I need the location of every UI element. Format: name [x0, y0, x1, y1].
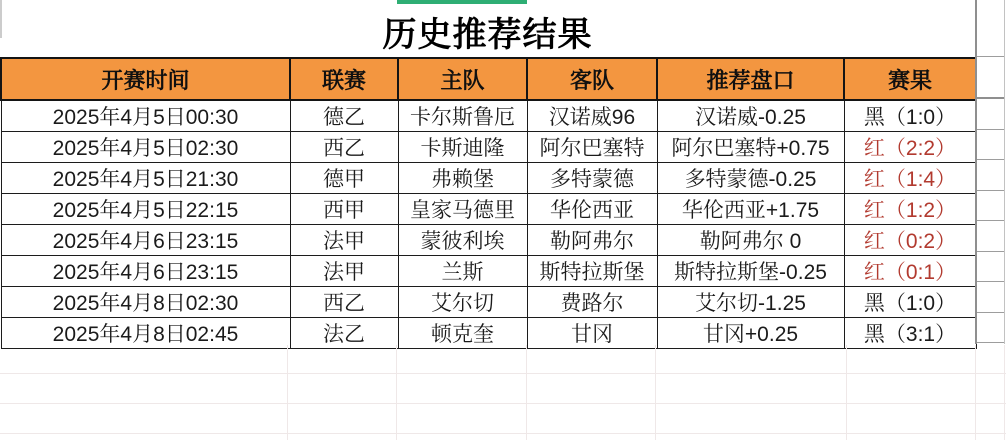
gutter-cell	[977, 0, 1004, 57]
cell-time[interactable]: 2025年4月8日02:30	[1, 287, 290, 318]
gutter-cell	[977, 252, 1004, 283]
cell-result[interactable]: 红（2:2）	[844, 132, 976, 163]
header-cell-away[interactable]: 客队	[527, 58, 657, 100]
table-row	[1, 163, 976, 194]
cell-handicap[interactable]: 汉诺威-0.25	[657, 100, 844, 132]
cell-time[interactable]: 2025年4月5日21:30	[1, 163, 290, 194]
cell-league[interactable]: 法甲	[290, 256, 398, 287]
cell-league[interactable]: 德乙	[290, 100, 398, 132]
empty-grid-line	[846, 345, 847, 440]
header-cell-home[interactable]: 主队	[398, 58, 527, 100]
cell-home[interactable]: 卡斯迪隆	[398, 132, 527, 163]
cell-league[interactable]: 西乙	[290, 132, 398, 163]
cell-handicap[interactable]: 多特蒙德-0.25	[657, 163, 844, 194]
table-row	[1, 256, 976, 287]
gutter-cell	[977, 313, 1004, 344]
cell-away[interactable]: 华伦西亚	[527, 194, 657, 225]
cell-time[interactable]: 2025年4月5日22:15	[1, 194, 290, 225]
table-row	[1, 287, 976, 318]
cell-result[interactable]: 黑（1:0）	[844, 287, 976, 318]
table-body	[1, 100, 976, 349]
table-row	[1, 100, 976, 132]
empty-grid-line	[975, 345, 976, 440]
cell-away[interactable]: 费路尔	[527, 287, 657, 318]
empty-grid-line	[0, 403, 1006, 404]
cell-league[interactable]: 西乙	[290, 287, 398, 318]
cell-away[interactable]: 勒阿弗尔	[527, 225, 657, 256]
gutter-cell	[977, 191, 1004, 222]
page-title: 历史推荐结果	[382, 16, 593, 54]
cell-result[interactable]: 红（1:2）	[844, 194, 976, 225]
cell-league[interactable]: 德甲	[290, 163, 398, 194]
header-cell-handicap[interactable]: 推荐盘口	[657, 58, 844, 100]
cell-away[interactable]: 汉诺威96	[527, 100, 657, 132]
header-cell-time[interactable]: 开赛时间	[1, 58, 290, 100]
cell-home[interactable]: 蒙彼利埃	[398, 225, 527, 256]
gutter-cell	[977, 57, 1004, 99]
cell-result[interactable]: 黑（1:0）	[844, 100, 976, 132]
cell-time[interactable]: 2025年4月5日02:30	[1, 132, 290, 163]
cell-handicap[interactable]: 勒阿弗尔 0	[657, 225, 844, 256]
cell-home[interactable]: 兰斯	[398, 256, 527, 287]
cell-league[interactable]: 西甲	[290, 194, 398, 225]
empty-grid-line	[287, 345, 288, 440]
cell-time[interactable]: 2025年4月8日02:45	[1, 318, 290, 349]
cell-handicap[interactable]: 斯特拉斯堡-0.25	[657, 256, 844, 287]
cell-handicap[interactable]: 阿尔巴塞特+0.75	[657, 132, 844, 163]
cell-result[interactable]: 黑（3:1）	[844, 318, 976, 349]
cell-handicap[interactable]: 艾尔切-1.25	[657, 287, 844, 318]
cell-home[interactable]: 卡尔斯鲁厄	[398, 100, 527, 132]
cell-away[interactable]: 多特蒙德	[527, 163, 657, 194]
empty-grid-line	[396, 345, 397, 440]
table-row	[1, 194, 976, 225]
cell-league[interactable]: 法乙	[290, 318, 398, 349]
cell-result[interactable]: 红（1:4）	[844, 163, 976, 194]
header-cell-league[interactable]: 联赛	[290, 58, 398, 100]
gutter-cell	[977, 221, 1004, 252]
green-accent-bar	[397, 0, 527, 4]
results-table	[0, 57, 977, 349]
gutter-cell	[977, 99, 1004, 130]
cell-result[interactable]: 红（0:2）	[844, 225, 976, 256]
header-cell-result[interactable]: 赛果	[844, 58, 976, 100]
cell-time[interactable]: 2025年4月6日23:15	[1, 256, 290, 287]
empty-grid-line	[0, 373, 1006, 374]
cell-away[interactable]: 甘冈	[527, 318, 657, 349]
cell-result[interactable]: 红（0:1）	[844, 256, 976, 287]
table-header	[1, 58, 976, 100]
cell-handicap[interactable]: 甘冈+0.25	[657, 318, 844, 349]
gutter-cell	[977, 282, 1004, 313]
empty-grid-line	[655, 345, 656, 440]
cell-home[interactable]: 皇家马德里	[398, 194, 527, 225]
cell-time[interactable]: 2025年4月6日23:15	[1, 225, 290, 256]
header-row	[1, 58, 976, 100]
cell-away[interactable]: 斯特拉斯堡	[527, 256, 657, 287]
right-gutter-column	[975, 0, 1005, 344]
cell-away[interactable]: 阿尔巴塞特	[527, 132, 657, 163]
gutter-cell	[977, 130, 1004, 161]
cell-time[interactable]: 2025年4月5日00:30	[1, 100, 290, 132]
gutter-cell	[977, 160, 1004, 191]
cell-handicap[interactable]: 华伦西亚+1.75	[657, 194, 844, 225]
cell-home[interactable]: 顿克奎	[398, 318, 527, 349]
cell-league[interactable]: 法甲	[290, 225, 398, 256]
cell-home[interactable]: 弗赖堡	[398, 163, 527, 194]
table-row	[1, 132, 976, 163]
empty-grid-line	[526, 345, 527, 440]
empty-grid-line	[0, 433, 1006, 434]
empty-grid-line	[1004, 345, 1005, 440]
cell-home[interactable]: 艾尔切	[398, 287, 527, 318]
table-row	[1, 225, 976, 256]
table-row	[1, 318, 976, 349]
